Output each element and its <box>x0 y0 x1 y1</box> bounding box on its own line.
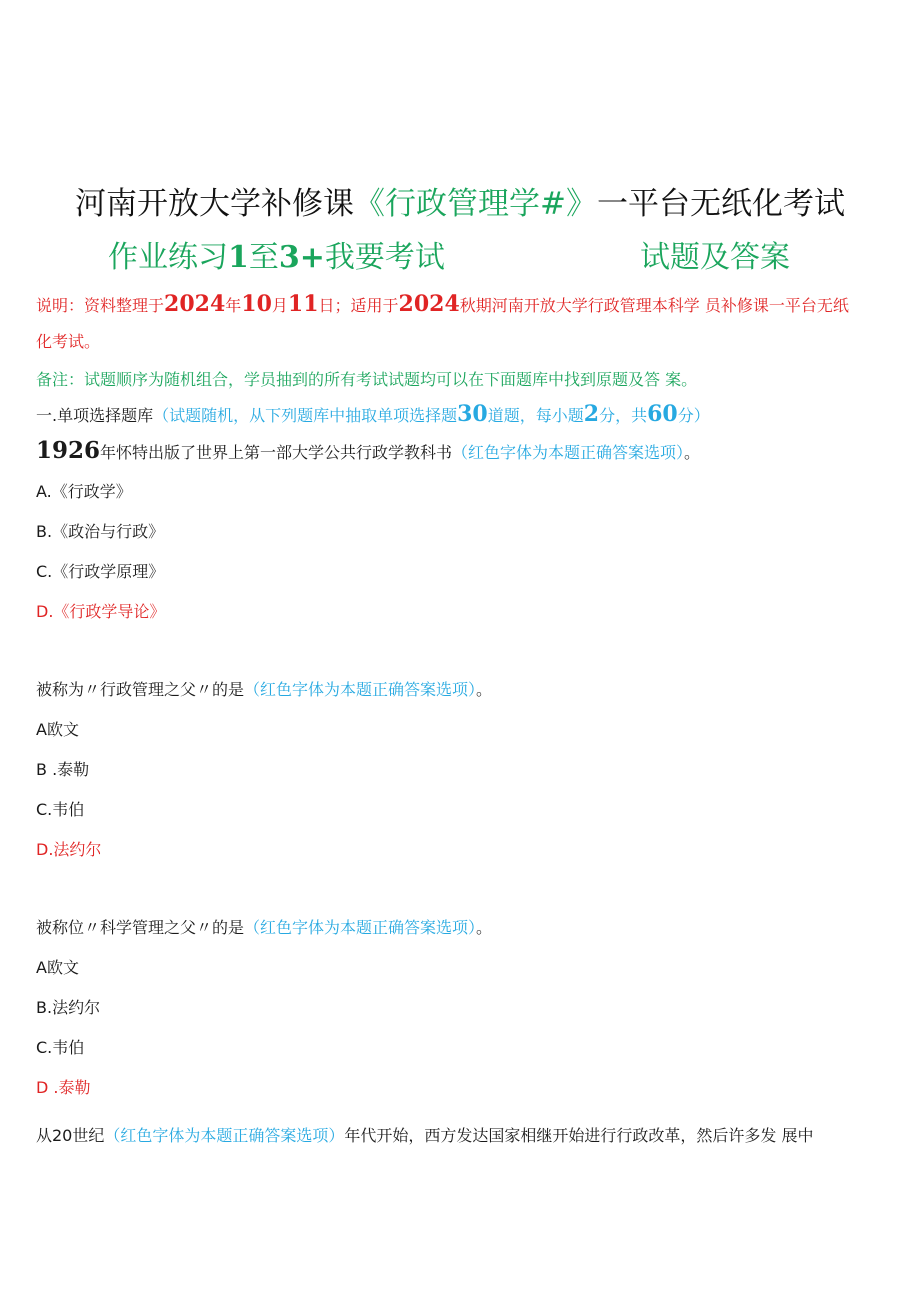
section-header <box>36 400 886 430</box>
question-stem <box>36 678 886 702</box>
subtitle-number: 3+ <box>278 240 325 275</box>
note-text: 说明：资料整理于 <box>36 296 165 315</box>
remark: 备注：试题顺序为随机组合，学员抽到的所有考试试题均可以在下面题库中找到原题及答 案。 <box>36 370 698 389</box>
question-end: 。 <box>684 443 701 462</box>
question-stem <box>36 1124 886 1148</box>
subtitle-right: 试题及答案 <box>640 240 790 275</box>
title-course-name: 《行政管理学#》 <box>354 186 597 222</box>
note-day: 11 <box>287 291 319 317</box>
document-title <box>0 182 920 226</box>
answer-hint: （红色字体为本题正确答案选项） <box>244 680 477 699</box>
section-total: 60 <box>647 401 678 427</box>
question-year: 1926 <box>36 437 101 464</box>
subtitle-left <box>108 236 445 280</box>
option-b: B.《政治与行政》 <box>36 522 165 541</box>
subtitle-part: 作业练习 <box>108 240 228 275</box>
question-end: 。 <box>476 680 493 699</box>
note-text: 月 <box>271 296 288 315</box>
question-text: 年怀特出版了世界上第一部大学公共行政学教科书 <box>100 443 453 462</box>
question-text: 被称位〃科学管理之父〃的是 <box>36 918 245 937</box>
note-line-1 <box>36 290 886 320</box>
note-text: 年 <box>225 296 242 315</box>
option-c: C.韦伯 <box>36 800 85 819</box>
section-info: 分） <box>677 406 710 425</box>
section-points: 2 <box>583 401 600 427</box>
section-info: （试题随机，从下列题库中抽取单项选择题 <box>153 406 458 425</box>
subtitle-number: 1 <box>228 240 249 275</box>
question-end: 。 <box>476 918 493 937</box>
option-d-correct: D .泰勒 <box>36 1078 91 1097</box>
subtitle-part: 我要考试 <box>324 240 445 275</box>
question-text: 从20世纪 <box>36 1126 105 1145</box>
question-text: 年代开始，西方发达国家相继开始进行行政改革，然后许多发 展中 <box>344 1126 814 1145</box>
subtitle-part: 至 <box>248 240 279 275</box>
option-c: C.韦伯 <box>36 1038 85 1057</box>
option-d-correct: D.法约尔 <box>36 840 102 859</box>
option-d-correct: D.《行政学导论》 <box>36 602 166 621</box>
note-text: 日；适用于 <box>318 296 399 315</box>
note-month: 10 <box>241 291 272 317</box>
answer-hint: （红色字体为本题正确答案选项） <box>244 918 477 937</box>
note-year: 2024 <box>164 291 226 317</box>
note-year: 2024 <box>398 291 460 317</box>
note-line-2: 化考试。 <box>36 332 101 351</box>
title-part: 河南开放大学补修课 <box>75 186 354 222</box>
question-text: 被称为〃行政管理之父〃的是 <box>36 680 245 699</box>
option-b: B .泰勒 <box>36 760 90 779</box>
section-info: 分，共 <box>599 406 648 425</box>
section-label: 一.单项选择题库 <box>36 406 154 425</box>
option-a: A欧文 <box>36 720 79 739</box>
option-c: C.《行政学原理》 <box>36 562 165 581</box>
answer-hint: （红色字体为本题正确答案选项） <box>452 443 685 462</box>
section-info: 道题，每小题 <box>487 406 584 425</box>
option-a: A欧文 <box>36 958 79 977</box>
answer-hint: （红色字体为本题正确答案选项） <box>104 1126 345 1145</box>
question-stem <box>36 436 886 468</box>
option-a: A.《行政学》 <box>36 482 132 501</box>
title-part: 一平台无纸化考试 <box>596 186 845 222</box>
question-stem <box>36 916 886 940</box>
section-count: 30 <box>457 401 488 427</box>
note-text: 秋期河南开放大学行政管理本科学 员补修课一平台无纸 <box>459 296 849 315</box>
option-b: B.法约尔 <box>36 998 101 1017</box>
